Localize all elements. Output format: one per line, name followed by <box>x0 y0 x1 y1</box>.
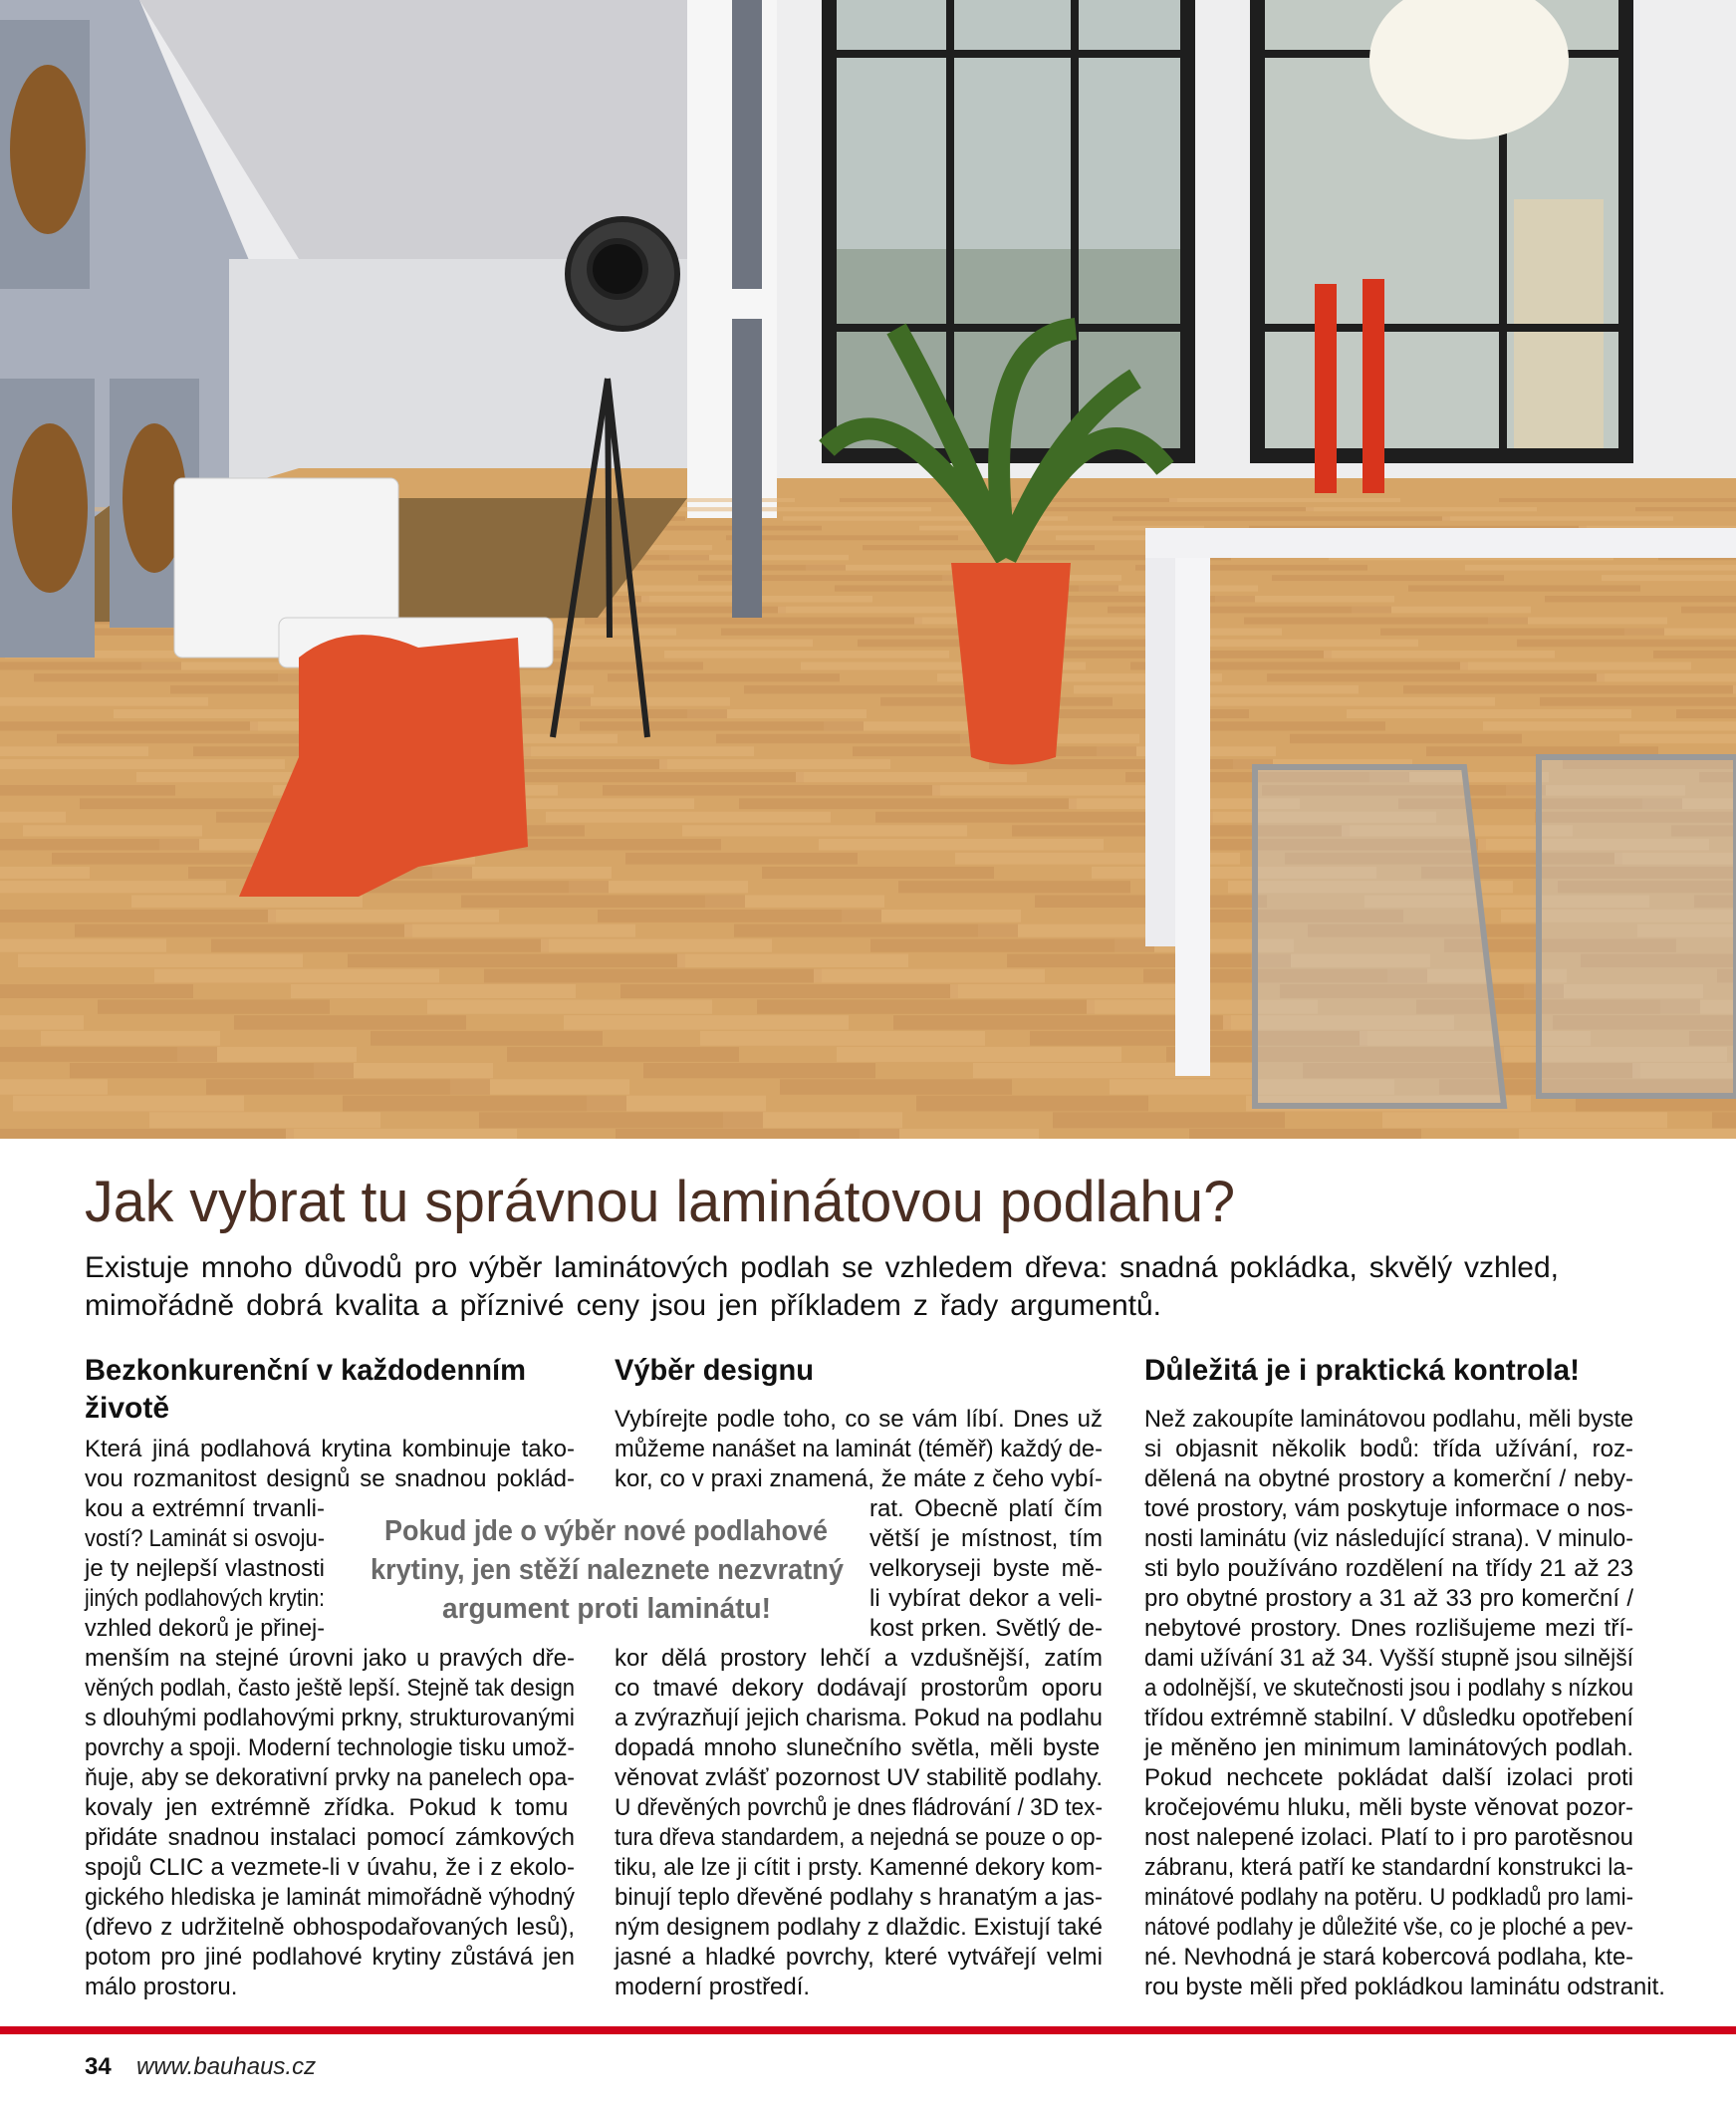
floor-plank <box>507 1047 739 1062</box>
floor-plank <box>268 910 499 923</box>
floor-plank <box>1007 954 1291 968</box>
floor-plank <box>1545 596 1736 603</box>
floor-plank <box>1635 507 1736 511</box>
floor-plank <box>1597 673 1736 681</box>
body-text-line: pro obytné prostory a 31 až 33 pro komerční / <box>1144 1585 1633 1612</box>
floor-plank <box>1519 1129 1736 1139</box>
body-text-line: tura dřeva standardem, a nejedná se pouze o op- <box>615 1824 1103 1851</box>
floor-plank <box>484 969 822 983</box>
body-text-line: (dřevo z udržitelně obhospodařovaných lesů), <box>85 1914 575 1941</box>
floor-plank <box>796 772 1027 782</box>
subtitle-text: Existuje mnoho důvodů pro výběr laminátových podlah se vzhledem dřeva: snadná pokládka, skvělý vzhled, <box>85 1251 1559 1284</box>
floor-plank <box>0 661 181 669</box>
body-text-line: ným designem podlahy z dlaždic. Existují také <box>615 1914 1103 1941</box>
floor-plank <box>1465 565 1736 571</box>
body-text-line: je ty nejlepší vlastnosti <box>85 1555 325 1582</box>
floor-plank <box>0 939 166 952</box>
floor-plank <box>620 984 958 998</box>
floor-plank <box>0 867 90 879</box>
body-text-line: kou a extrémní trvanli- <box>85 1495 325 1522</box>
floor-plank <box>0 984 193 998</box>
body-text-line: kovaly jen extrémně zřídka. Pokud k tomu <box>85 1794 569 1821</box>
body-text-line: třídou extrémně stabilní. V důsledku opotřebení <box>1144 1705 1633 1731</box>
body-text-line: si objasnit několik bodů: třída užívání, roz- <box>1144 1436 1633 1462</box>
floor-plank <box>291 984 576 998</box>
floor-plank <box>0 759 285 769</box>
pull-quote-text: argument proti laminátu! <box>442 1593 771 1625</box>
floor-plank <box>1442 516 1673 521</box>
floor-plank <box>286 1129 517 1139</box>
body-text-line: a odolnější, ve skutečnosti jsou i podlahy s nízkou <box>1144 1675 1633 1702</box>
floor-plank <box>546 812 831 823</box>
floor-plank <box>149 1112 380 1128</box>
floor-plank <box>0 746 148 756</box>
orange-pot <box>951 563 1071 765</box>
floor-plank <box>0 910 276 923</box>
body-text-line: tové prostory, vám poskytuje informace o nos- <box>1144 1495 1633 1522</box>
floor-plank <box>1676 709 1736 718</box>
floor-plank <box>131 895 363 908</box>
body-text-line: kor dělá prostory lehčí a vzdušnější, zatím <box>615 1645 1103 1672</box>
floor-plank <box>819 839 1104 851</box>
floor-plank <box>1244 618 1528 625</box>
floor-plank <box>682 825 967 836</box>
floor-plank <box>1169 498 1400 502</box>
floor-plank <box>234 1015 466 1030</box>
body-text-line: moderní prostředí. <box>615 1974 811 2000</box>
floor-plank <box>1602 575 1736 581</box>
body-text-line: Pokud nechcete pokládat další izolaci proti <box>1144 1764 1633 1791</box>
floor-plank <box>541 939 772 952</box>
floor-plank <box>528 640 813 648</box>
floor-plank <box>757 999 1095 1013</box>
body-text-line: nosti laminátu (viz následující strana). V minulo- <box>1144 1525 1633 1552</box>
page-number: 34 <box>85 2053 112 2080</box>
floor-plank <box>343 1096 626 1112</box>
floor-plank <box>1403 685 1736 694</box>
body-text-line: Která jiná podlahová krytina kombinuje tako- <box>85 1436 575 1462</box>
floor-plank <box>616 1129 899 1139</box>
body-text-line: s dlouhými podlahovými prkny, strukturovanými <box>85 1705 575 1731</box>
floor-plank <box>1187 640 1418 648</box>
floor-plank <box>0 697 208 706</box>
column-heading <box>85 1390 169 1428</box>
floor-plank <box>0 1079 108 1095</box>
floor-plank <box>1382 1112 1667 1128</box>
floor-plank <box>1113 516 1450 521</box>
subtitle-line <box>85 1249 1559 1287</box>
body-text-line: vzhled dekorů je přinej- <box>85 1615 325 1642</box>
body-text-line: minátové podlahy na potěru. U podkladů pro lami- <box>1144 1884 1633 1911</box>
floor-plank <box>916 1096 1148 1112</box>
body-text-line: povrchy a spoji. Moderní technologie tisku umož- <box>85 1734 575 1761</box>
body-text-line: li vybírat dekor a veli- <box>869 1585 1103 1612</box>
floor-plank <box>1408 585 1640 591</box>
floor-plank <box>664 651 949 659</box>
body-text-line: sti bylo používáno rozdělení na třídy 21 až 23 <box>1144 1555 1633 1582</box>
body-text-line: věných podlah, často ještě lepší. Stejně tak design <box>85 1675 575 1702</box>
body-text-line: potom pro jiné podlahové krytiny zůstává jen <box>85 1944 575 1971</box>
floor-plank <box>0 721 258 730</box>
floor-plank <box>739 798 1077 809</box>
body-text-line: jiných podlahových krytin: <box>85 1585 325 1612</box>
body-text-line: U dřevěných povrchů je dnes fládrování / 3D tex- <box>615 1794 1103 1821</box>
floor-plank <box>18 954 303 968</box>
floor-plank <box>1380 629 1664 636</box>
floor-plank <box>863 545 1095 550</box>
floor-plank <box>348 954 685 968</box>
body-text-line: spojů CLIC a vezmete-li v úvahu, že i z ekolo- <box>85 1854 575 1881</box>
floor-plank <box>1460 661 1691 669</box>
floor-plank <box>1074 685 1359 694</box>
body-text-line: co tmavé dekory dodávají prostorům oporu <box>615 1675 1103 1702</box>
pull-quote-text: krytiny, jen stěží naleznete nezvratný <box>371 1554 844 1586</box>
floor-plank <box>744 685 976 694</box>
floor-plank <box>34 673 318 681</box>
floor-plank <box>564 1015 849 1030</box>
body-text-line: můžeme nanášet na laminát (téměř) každý de- <box>615 1436 1103 1462</box>
body-text-line: nátové podlahy je důležité vše, co je ploché a pev- <box>1144 1914 1633 1941</box>
floor-plank <box>154 969 439 983</box>
body-text-line: přidáte snadnou instalaci pomocí zámkových <box>85 1824 575 1851</box>
floor-plank <box>646 507 931 511</box>
body-text-line: jasné a hladké povrchy, které vytvářejí velmi <box>615 1944 1103 1971</box>
body-text-line: větší je místnost, tím <box>869 1525 1103 1552</box>
heading-text: Výběr designu <box>615 1354 814 1387</box>
floor-plank <box>1053 1112 1285 1128</box>
floor-plank <box>80 798 312 809</box>
floor-plank <box>0 785 175 796</box>
body-text-line: gického hlediska je laminát mimořádně výhodný <box>85 1884 575 1911</box>
body-text-line: dami užívání 31 až 34. Vyšší stupně jsou silnější <box>1144 1645 1633 1672</box>
footer-divider <box>0 2026 1736 2034</box>
floor-plank <box>603 785 940 796</box>
column-heading <box>85 1352 540 1390</box>
floor-plank <box>1267 673 1605 681</box>
body-text-line: binují teplo dřevěné podlahy s hranatým a jas- <box>615 1884 1103 1911</box>
floor-plank <box>427 999 712 1013</box>
heading-text: Důležitá je i praktická kontrola! <box>1144 1354 1580 1387</box>
pull-quote-line <box>442 1590 783 1628</box>
page-title <box>85 1168 1247 1237</box>
body-text-line: Než zakoupíte laminátovou podlahu, měli byste <box>1144 1406 1633 1433</box>
body-text-line: rat. Obecně platí čím <box>869 1495 1103 1522</box>
floor-plank <box>1540 697 1736 706</box>
floor-plank <box>211 939 549 952</box>
floor-plank <box>780 1079 1012 1095</box>
floor-plank <box>70 1063 354 1078</box>
floor-plank <box>0 881 226 893</box>
floor-plank <box>734 925 1018 937</box>
floor-plank <box>1210 697 1495 706</box>
floor-plank <box>580 721 864 730</box>
floor-plank <box>0 1015 84 1030</box>
floor-plank <box>1712 1112 1736 1128</box>
body-text-line: kost prken. Světlý de- <box>869 1615 1103 1642</box>
floor-plank <box>0 1047 217 1062</box>
floor-plank <box>1653 651 1736 659</box>
floor-plank <box>837 1047 1121 1062</box>
body-text-line: nost nalepené izolaci. Platí to i pro parotěsnou <box>1144 1824 1633 1851</box>
floor-plank <box>1189 1129 1421 1139</box>
body-text-line: zábranu, která patří ke standardní konstrukci la- <box>1144 1854 1633 1881</box>
body-text-line: rou byste měli před pokládkou laminátu odstranit. <box>1144 1974 1665 2000</box>
body-text-line: kor, co v praxi znamená, že máte z čeho vybí- <box>615 1465 1103 1492</box>
floor-plank <box>898 881 1130 893</box>
floor-plank <box>479 1112 763 1128</box>
floor-plank <box>371 1031 603 1046</box>
subtitle-text: mimořádně dobrá kvalita a příznivé ceny jsou jen příkladem z řady argumentů. <box>85 1289 1161 1322</box>
floor-plank <box>716 734 1000 744</box>
floor-plank <box>206 1079 490 1095</box>
floor-plank <box>1290 734 1522 744</box>
floor-plank <box>1619 734 1736 744</box>
floor-plank <box>23 825 202 836</box>
floor-plank <box>814 969 1045 983</box>
column-heading <box>615 1352 821 1390</box>
floor-plank <box>1324 651 1555 659</box>
floor-plank <box>13 1096 244 1112</box>
floor-plank <box>41 1031 220 1046</box>
body-text-line: menším na stejné úrovni jako u pravých dře- <box>85 1645 575 1672</box>
body-text-line: věnovat zvlášť pozornost UV stabilitě podlahy. <box>615 1764 1103 1791</box>
pull-quote-text: Pokud jde o výběr nové podlahové <box>384 1515 828 1547</box>
floor-plank <box>762 867 994 879</box>
pull-quote-line <box>371 1551 875 1589</box>
floor-plank <box>98 999 330 1013</box>
floor-plank <box>677 954 908 968</box>
body-text-line: nebytové prostory. Dnes rozlišujeme mezi tří- <box>1144 1615 1633 1642</box>
floor-plank <box>1347 709 1631 718</box>
floor-plank <box>700 1031 985 1046</box>
floor-plank <box>1499 498 1736 502</box>
floor-plank <box>1483 721 1736 730</box>
body-text-line: Vybírejte podle toho, co se vám líbí. Dnes už <box>615 1406 1103 1433</box>
floor-plank <box>950 984 1181 998</box>
body-text-line: vou rozmanitost designů se snadnou poklád- <box>85 1465 575 1492</box>
body-text-line: né. Nevhodná je stará kobercová podlaha, kte- <box>1144 1944 1633 1971</box>
floor-plank <box>404 925 635 937</box>
floor-plank <box>659 759 890 769</box>
page-title-text: Jak vybrat tu správnou laminátovou podlahu? <box>85 1170 1235 1234</box>
floor-plank <box>0 812 66 823</box>
body-text-line: ňuje, aby se dekorativní prvky na panelech opa- <box>85 1764 575 1791</box>
floor-plank <box>598 910 881 923</box>
body-text-line: je měněno jen minimum laminátových podlah. <box>1144 1734 1633 1761</box>
pull-quote-line <box>384 1512 862 1550</box>
floor-plank <box>523 746 754 756</box>
floor-plank <box>973 1063 1258 1078</box>
floor-plank <box>625 853 858 865</box>
body-text-line: kročejovému hluku, měli byste věnovat pozor- <box>1144 1794 1633 1821</box>
body-text-line: dopadá mnoho slunečního světla, měli byste <box>615 1734 1101 1761</box>
body-text-line: dělená na obytné prostory a komerční / neby- <box>1144 1465 1633 1492</box>
floor-plank <box>461 895 745 908</box>
body-text-line: tiku, ale lze ji cítit i prsty. Kamenné dekory kom- <box>615 1854 1103 1881</box>
website-link[interactable]: www.bauhaus.cz <box>136 2053 317 2080</box>
floor-plank <box>0 1129 294 1139</box>
floor-plank <box>932 785 1163 796</box>
body-text-line: a zvýrazňují jejich charisma. Pokud na podlahu <box>615 1705 1103 1731</box>
body-text-line: velkoryseji byste mě- <box>869 1555 1103 1582</box>
body-text-line: vostí? Laminát si osvoju- <box>85 1525 325 1552</box>
column-heading <box>1144 1352 1585 1390</box>
floor-plank <box>1681 607 1736 614</box>
floor-plank <box>870 939 1154 952</box>
floor-plank <box>1272 575 1504 581</box>
floor-plank <box>75 925 412 937</box>
floor-plank <box>1306 507 1537 511</box>
heading-text: Bezkonkurenční v každodenním <box>85 1354 526 1387</box>
body-text-line: málo prostoru. <box>85 1974 238 2000</box>
subtitle-line <box>85 1287 1161 1325</box>
floor-plank <box>643 1063 875 1078</box>
heading-text: životě <box>85 1392 170 1425</box>
floor-plank <box>1517 640 1736 648</box>
floor-plank <box>0 839 199 851</box>
